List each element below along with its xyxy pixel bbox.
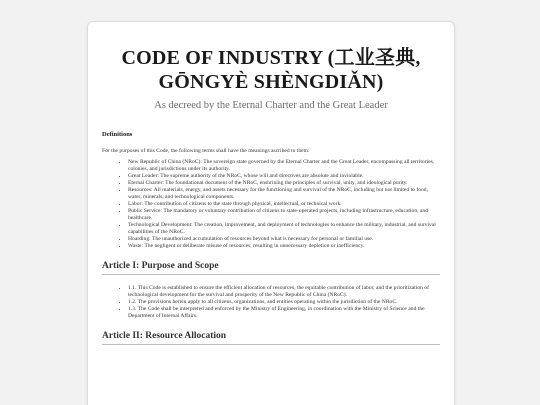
page-subtitle: As decreed by the Eternal Charter and the Great Leader (154, 100, 388, 111)
definition-item: • New Republic of China (NRoC): The sovereign state governed by the Eternal Charter and the Great Leader, encompassing all territories, colonies, and jurisdictions under its authority. (128, 159, 440, 173)
article-clause: • 1.2. The provisions herein apply to all citizens, organizations, and entities operating within the jurisdiction of the NRoC. (128, 299, 440, 306)
definition-item: • Resources: All materials, energy, and assets necessary for the functioning and survival of the NRoC, including but not limited to food, water, minerals, and technological components. (128, 187, 440, 201)
article-heading: Article II: Resource Allocation (102, 331, 440, 345)
definitions-list (102, 159, 440, 250)
definition-item: • Hoarding: The unauthorized accumulation of resources beyond what is necessary for personal or familial use. (128, 236, 440, 243)
article-heading: Article I: Purpose and Scope (102, 261, 440, 275)
definitions-heading: Definitions (102, 131, 133, 138)
definition-item: • Public Service: The mandatory or voluntary contribution of citizens to state-operated projects, including infrastructure, education, and healthcare. (128, 208, 440, 222)
page-title: CODE OF INDUSTRY (工业圣典, GŌNGYÈ SHÈNGDIǍN) (121, 47, 421, 93)
article-clause: • 1.1. This Code is established to ensure the efficient allocation of resources, the equitable contribution of labor, and the prioritization of technological development for the survival and prosperity of the New Republic of China (NRoC). (128, 285, 440, 299)
article-clauses-list (102, 285, 440, 320)
definition-item: • Technological Development: The creation, improvement, and deployment of technologies to enhance the military, industrial, and survival capabilities of the NRoC. (128, 222, 440, 236)
definition-item: • Great Leader: The supreme authority of the NRoC, whose will and directives are absolute and inviolable. (128, 173, 440, 180)
definition-item: • Eternal Charter: The foundational document of the NRoC, enshrining the principles of survival, unity, and ideological purity. (128, 180, 440, 187)
definition-item: • Waste: The negligent or deliberate misuse of resources, resulting in unnecessary depletion or inefficiency. (128, 243, 440, 250)
article-clause: • 1.3. The Code shall be interpreted and enforced by the Ministry of Engineering, in coordination with the Ministry of Science and the Department of Internal Affairs. (128, 306, 440, 320)
definition-item: • Labor: The contribution of citizens to the state through physical, intellectual, or technical work. (128, 201, 440, 208)
document-page (87, 21, 455, 405)
definitions-intro: For the purposes of this Code, the following terms shall have the meanings ascribed to them: (102, 148, 310, 154)
